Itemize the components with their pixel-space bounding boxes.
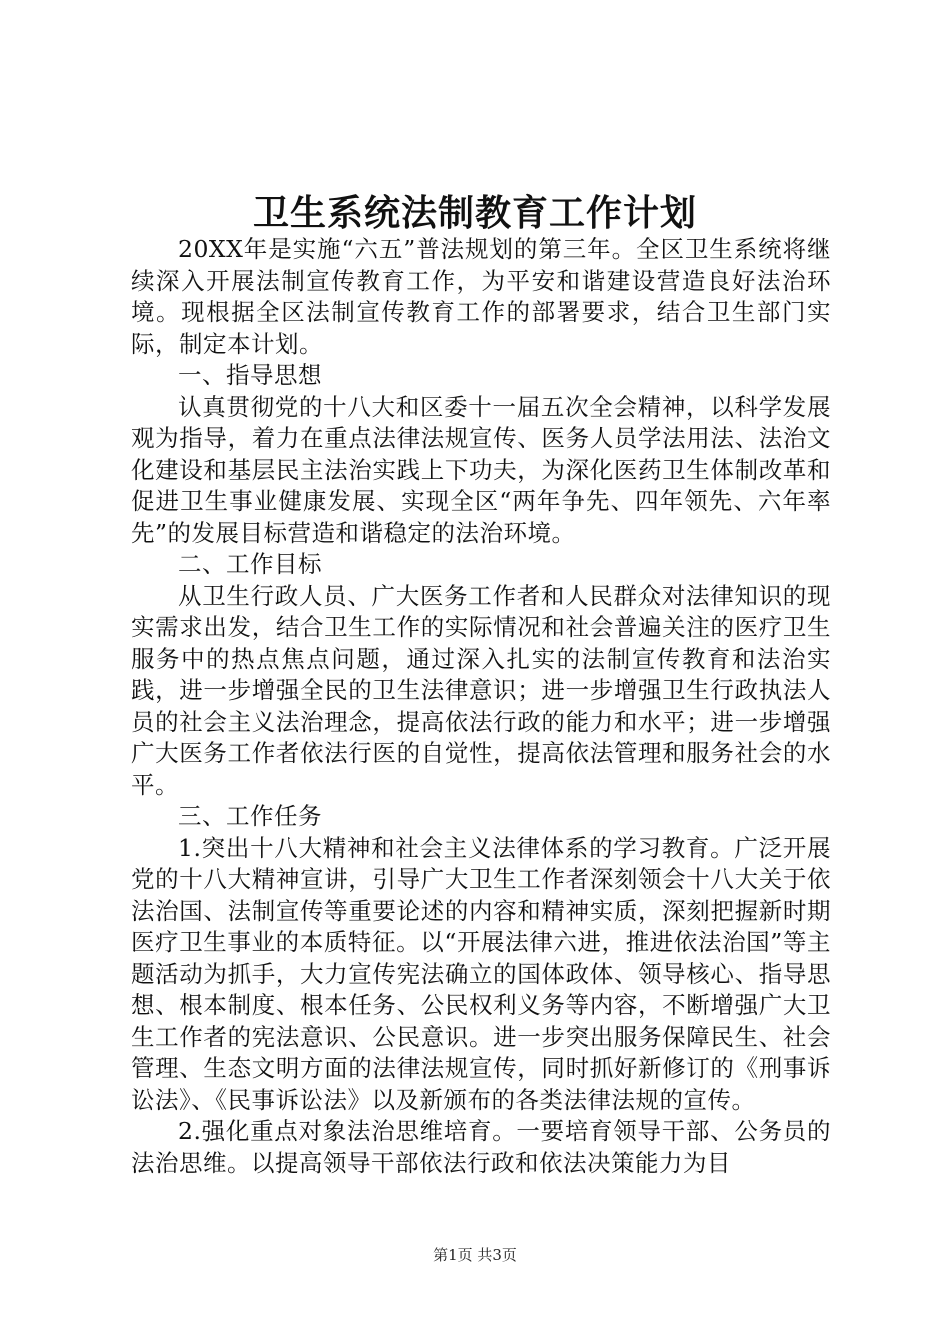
task-1-paragraph: 1.突出十八大精神和社会主义法律体系的学习教育。广泛开展党的十八大精神宣讲，引导广大卫生工作者深刻领会十八大关于依法治国、法制宣传等重要论述的内容和精神实质，深刻把握新时期医疗卫生事业的本质特征。以“开展法律六进，推进依法治国”等主题活动为抓手，大力宣传宪法确立的国体政体、领导核心、指导思想、根本制度、根本任务、公民权利义务等内容，不断增强广大卫生工作者的宪法意识、公民意识。进一步突出服务保障民生、社会管理、生态文明方面的法律法规宣传，同时抓好新修订的《刑事诉讼法》、《民事诉讼法》以及新颁布的各类法律法规的宣传。 [131,833,831,1114]
intro-paragraph: 20XX年是实施“六五”普法规划的第三年。全区卫生系统将继续深入开展法制宣传教育工作，为平安和谐建设营造良好法治环境。现根据全区法制宣传教育工作的部署要求，结合卫生部门实际，制定本计划。 [131,235,831,358]
section-heading-work-goals: 二、工作目标 [178,550,322,578]
section-heading-guiding-ideology: 一、指导思想 [178,361,322,389]
section-heading-work-tasks: 三、工作任务 [178,802,322,830]
work-goals-paragraph: 从卫生行政人员、广大医务工作者和人民群众对法律知识的现实需求出发，结合卫生工作的实际情况和社会普遍关注的医疗卫生服务中的热点焦点问题，通过深入扎实的法制宣传教育和法治实践，进一步增强全民的卫生法律意识；进一步增强卫生行政执法人员的社会主义法治理念，提高依法行政的能力和水平；进一步增强广大医务工作者依法行医的自觉性，提高依法管理和服务社会的水平。 [131,581,831,799]
document-title: 卫生系统法制教育工作计划 [252,192,697,234]
task-2-paragraph: 2.强化重点对象法治思维培育。一要培育领导干部、公务员的法治思维。以提高领导干部依法行政和依法决策能力为目 [131,1117,831,1177]
document-body [131,234,831,1179]
page-number-footer: 第1页 共3页 [433,1246,517,1264]
guiding-ideology-paragraph: 认真贯彻党的十八大和区委十一届五次全会精神，以科学发展观为指导，着力在重点法律法规宣传、医务人员学法用法、法治文化建设和基层民主法治实践上下功夫，为深化医药卫生体制改革和促进卫生事业健康发展、实现全区“两年争先、四年领先、六年率先”的发展目标营造和谐稳定的法治环境。 [131,392,831,547]
